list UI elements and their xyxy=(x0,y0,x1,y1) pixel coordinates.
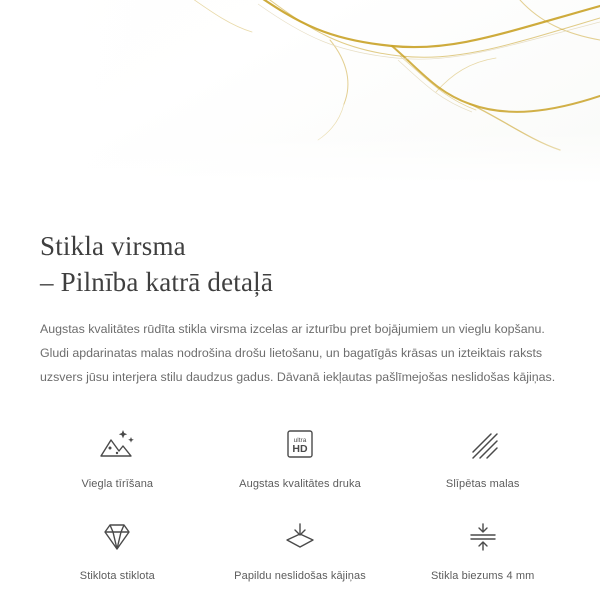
feature-item-print-quality xyxy=(209,424,392,490)
thickness-arrows-icon xyxy=(463,516,503,558)
hero-image xyxy=(0,0,600,200)
feature-item-easy-cleaning xyxy=(26,424,209,490)
feature-item-glazed-glass xyxy=(26,516,209,582)
feature-label: Stikla biezums 4 mm xyxy=(430,569,535,582)
anti-slip-pad-icon xyxy=(280,516,320,558)
content-block xyxy=(0,200,600,390)
feature-item-glass-thickness xyxy=(391,516,574,582)
page-title-line2: – Pilnība katrā detaļā xyxy=(40,267,274,298)
feature-label: Slīpētas malas xyxy=(445,477,520,490)
ultra-hd-icon xyxy=(280,424,320,466)
polished-edge-lines-icon xyxy=(463,424,503,466)
sparkle-mountain-icon xyxy=(97,424,137,466)
diamond-icon xyxy=(97,516,137,558)
description-paragraph: Augstas kvalitātes rūdīta stikla virsma izcelas ar izturību pret bojājumiem un vieglu kopšanu. Gludi apdarinatas malas nodrošina drošu lietošanu, un bagatīgās krāsas un izteiktais raksts uzsvers jūsu interjera stilu daudzus gadus. Dāvanā iekļautas pašlīmejošas neslidošas kājiņas. xyxy=(40,322,556,384)
feature-grid xyxy=(0,424,600,582)
ultra-hd-badge-bottom: HD xyxy=(292,442,308,455)
feature-item-anti-slip-pads xyxy=(209,516,392,582)
page-title-line1: Stikla virsma xyxy=(40,231,186,261)
feature-label: Stiklota stiklota xyxy=(79,569,155,582)
page-title xyxy=(40,228,560,300)
feature-label: Papildu neslidošas kājiņas xyxy=(234,569,366,582)
feature-label: Augstas kvalitātes druka xyxy=(239,477,361,490)
feature-item-polished-edges xyxy=(391,424,574,490)
ultra-hd-badge-top: ultra xyxy=(293,436,307,444)
hero-bottom-fade xyxy=(0,130,600,200)
feature-label: Viegla tīrīšana xyxy=(81,477,154,490)
